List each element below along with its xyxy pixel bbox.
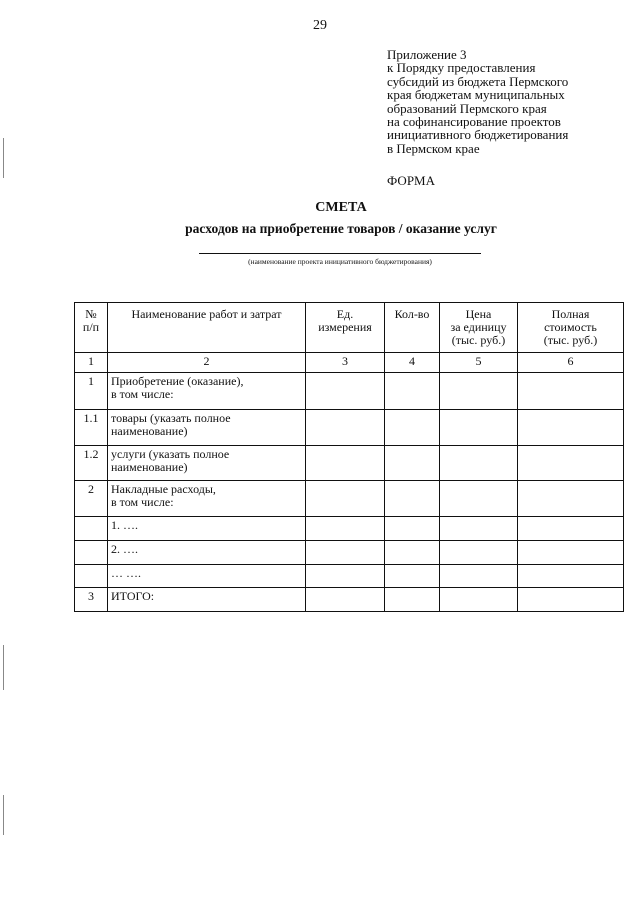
price-cell — [440, 565, 518, 588]
header-cell: Ед. измерения — [306, 303, 385, 353]
quantity-cell — [385, 517, 440, 541]
quantity-cell — [385, 541, 440, 565]
row-name-cell: Приобретение (оказание), в том числе: — [108, 373, 306, 410]
appendix-line: в Пермском крае — [387, 140, 480, 156]
unit-cell — [306, 565, 385, 588]
row-name-cell: товары (указать полное наименование) — [108, 410, 306, 446]
unit-cell — [306, 373, 385, 410]
unit-cell — [306, 588, 385, 612]
price-cell — [440, 588, 518, 612]
quantity-cell — [385, 588, 440, 612]
table-header-row — [75, 303, 624, 353]
row-number-cell — [75, 517, 108, 541]
price-cell — [440, 481, 518, 517]
price-cell — [440, 410, 518, 446]
header-cell: Наименование работ и затрат — [108, 303, 306, 353]
unit-cell — [306, 517, 385, 541]
row-number-cell: 1 — [75, 373, 108, 410]
total-cell — [518, 446, 624, 481]
table-row — [75, 588, 624, 612]
quantity-cell — [385, 410, 440, 446]
total-cell — [518, 373, 624, 410]
header-cell: № п/п — [75, 303, 108, 353]
total-cell — [518, 410, 624, 446]
price-cell — [440, 373, 518, 410]
scan-margin-mark — [3, 795, 4, 835]
unit-cell — [306, 481, 385, 517]
appendix-line: инициативного бюджетирования — [387, 127, 569, 143]
table-row — [75, 541, 624, 565]
row-number-cell: 1.1 — [75, 410, 108, 446]
scan-margin-mark — [3, 138, 4, 178]
row-number-cell: 3 — [75, 588, 108, 612]
table-row — [75, 446, 624, 481]
quantity-cell — [385, 446, 440, 481]
appendix-line: края бюджетам муниципальных — [387, 87, 565, 103]
column-number-cell: 2 — [108, 353, 306, 373]
table-row — [75, 481, 624, 517]
column-number-cell: 5 — [440, 353, 518, 373]
row-name-cell: Накладные расходы, в том числе: — [108, 481, 306, 517]
appendix-line: Приложение 3 — [387, 47, 467, 62]
row-name-cell: … …. — [108, 565, 306, 588]
total-cell — [518, 565, 624, 588]
column-number-row — [75, 353, 624, 373]
project-name-line — [199, 253, 481, 254]
header-cell: Цена за единицу (тыс. руб.) — [440, 303, 518, 353]
row-number-cell — [75, 565, 108, 588]
column-number-cell: 4 — [385, 353, 440, 373]
appendix-line: на софинансирование проектов — [387, 114, 561, 130]
price-cell — [440, 446, 518, 481]
price-cell — [440, 517, 518, 541]
document-title: СМЕТА — [315, 200, 367, 215]
row-name-cell: 1. …. — [108, 517, 306, 541]
page-number: 29 — [313, 18, 327, 33]
document-subtitle: расходов на приобретение товаров / оказание услуг — [185, 221, 497, 236]
row-name-cell: 2. …. — [108, 541, 306, 565]
appendix-line: образований Пермского края — [387, 100, 547, 116]
unit-cell — [306, 446, 385, 481]
project-name-caption: (наименование проекта инициативного бюджетирования) — [248, 257, 432, 266]
row-number-cell: 1.2 — [75, 446, 108, 481]
unit-cell — [306, 541, 385, 565]
table-row — [75, 410, 624, 446]
unit-cell — [306, 410, 385, 446]
quantity-cell — [385, 373, 440, 410]
scan-margin-mark — [3, 645, 4, 690]
quantity-cell — [385, 565, 440, 588]
header-cell: Кол-во — [385, 303, 440, 353]
appendix-line: субсидий из бюджета Пермского — [387, 73, 569, 89]
table-row — [75, 373, 624, 410]
row-name-cell: услуги (указать полное наименование) — [108, 446, 306, 481]
total-cell — [518, 517, 624, 541]
total-cell — [518, 588, 624, 612]
row-number-cell: 2 — [75, 481, 108, 517]
appendix-line: к Порядку предоставления — [387, 60, 536, 76]
column-number-cell: 3 — [306, 353, 385, 373]
column-number-cell: 6 — [518, 353, 624, 373]
estimate-table — [74, 302, 624, 612]
appendix-block — [387, 48, 568, 155]
row-name-cell: ИТОГО: — [108, 588, 306, 612]
price-cell — [440, 541, 518, 565]
header-cell: Полная стоимость (тыс. руб.) — [518, 303, 624, 353]
quantity-cell — [385, 481, 440, 517]
table-row — [75, 565, 624, 588]
total-cell — [518, 481, 624, 517]
row-number-cell — [75, 541, 108, 565]
table-row — [75, 517, 624, 541]
form-label: ФОРМА — [387, 173, 435, 188]
column-number-cell: 1 — [75, 353, 108, 373]
total-cell — [518, 541, 624, 565]
